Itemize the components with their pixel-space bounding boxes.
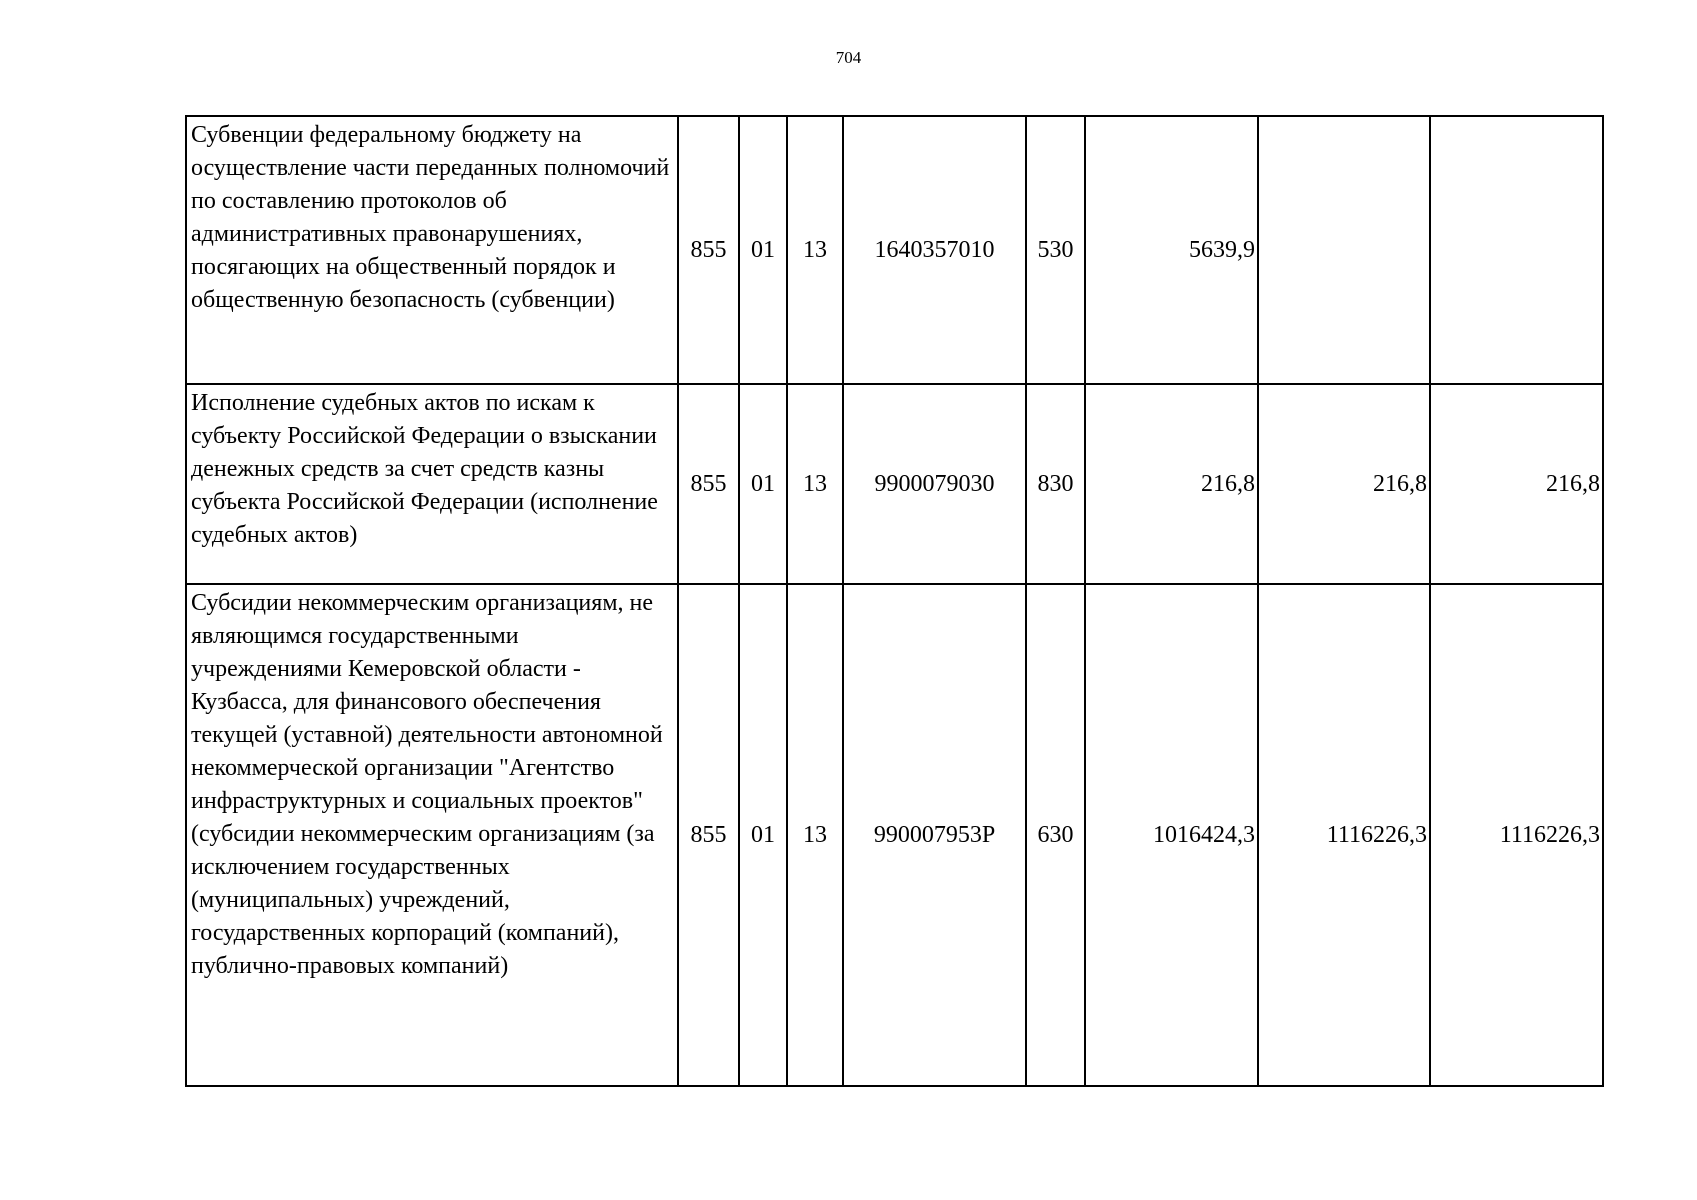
page-number: 704 [835,48,862,67]
subsection-code: 13 [787,584,843,1086]
table-row [186,116,1603,384]
expense-type-code: 630 [1026,584,1085,1086]
sum-cell-1: 216,8 [1085,384,1258,584]
budget-table [185,115,1604,1087]
table-row [186,584,1603,1086]
target-article-code: 990007953Р [843,584,1026,1086]
sum-cell-2 [1258,116,1430,384]
sum-cell-3 [1430,116,1603,384]
sum-cell-3: 1116226,3 [1430,584,1603,1086]
subsection-code: 13 [787,116,843,384]
ministry-code: 855 [678,584,739,1086]
row-description: Субсидии некоммерческим организациям, не являющимся государственными учреждениями Кемеровской области - Кузбасса, для финансового обеспечения текущей (уставной) деятельности автономной некоммерческой организации "Агентство инфраструктурных и социальных проектов" (субсидии некоммерческим организациям (за исключением государственных (муниципальных) учреждений, государственных корпораций (компаний), публично-правовых компаний) [186,584,678,1086]
ministry-code: 855 [678,116,739,384]
section-code: 01 [739,584,787,1086]
table-row [186,384,1603,584]
row-description: Исполнение судебных актов по искам к субъекту Российской Федерации о взыскании денежных средств за счет средств казны субъекта Российской Федерации (исполнение судебных актов) [186,384,678,584]
sum-cell-1: 5639,9 [1085,116,1258,384]
sum-cell-2: 216,8 [1258,384,1430,584]
section-code: 01 [739,116,787,384]
expense-type-code: 530 [1026,116,1085,384]
sum-cell-3: 216,8 [1430,384,1603,584]
target-article-code: 9900079030 [843,384,1026,584]
target-article-code: 1640357010 [843,116,1026,384]
section-code: 01 [739,384,787,584]
row-description: Субвенции федеральному бюджету на осуществление части переданных полномочий по составлению протоколов об административных правонарушениях, посягающих на общественный порядок и общественную безопасность (субвенции) [186,116,678,384]
ministry-code: 855 [678,384,739,584]
subsection-code: 13 [787,384,843,584]
sum-cell-1: 1016424,3 [1085,584,1258,1086]
expense-type-code: 830 [1026,384,1085,584]
sum-cell-2: 1116226,3 [1258,584,1430,1086]
